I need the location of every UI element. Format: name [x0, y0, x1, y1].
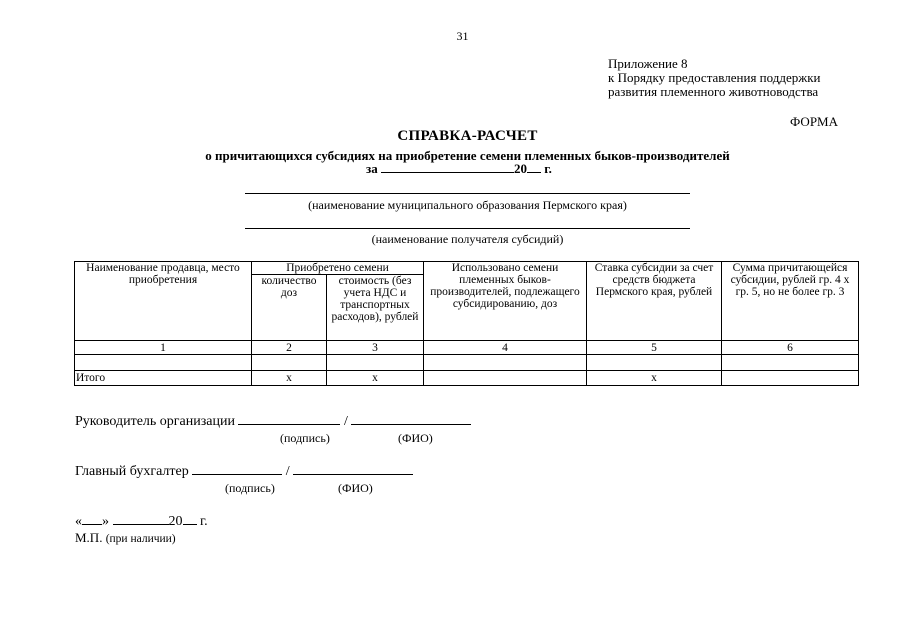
period-year-prefix: 20 — [513, 161, 527, 176]
head-name-line[interactable] — [351, 412, 471, 425]
stamp-note — [75, 530, 176, 546]
header-row — [75, 262, 859, 275]
period-suffix: г. — [544, 161, 552, 176]
accountant-name-caption: (ФИО) — [338, 481, 373, 495]
index-cell: 1 — [75, 341, 252, 355]
col2-header: количество доз — [252, 275, 327, 341]
municipality-line[interactable] — [245, 193, 690, 194]
table-cell[interactable] — [252, 355, 327, 371]
total-cell: х — [252, 371, 327, 386]
col6-header: Сумма причитающейся субсидии, рублей гр. 4 х гр. 5, но не более гр. 3 — [722, 262, 859, 341]
date-month-blank[interactable] — [113, 512, 169, 525]
form-label: ФОРМА — [790, 114, 838, 129]
head-label: Руководитель организации — [75, 414, 235, 429]
period-line — [366, 161, 552, 177]
accountant-sign-caption: (подпись) — [225, 481, 275, 495]
index-cell: 6 — [722, 341, 859, 355]
period-year-blank[interactable] — [527, 161, 541, 173]
col5-header: Ставка субсидии за счет средств бюджета Пермского края, рублей — [587, 262, 722, 341]
table-cell[interactable] — [587, 355, 722, 371]
accountant-signature-row — [75, 462, 413, 480]
total-cell[interactable] — [424, 371, 587, 386]
period-prefix: за — [366, 161, 378, 176]
head-sign-caption: (подпись) — [280, 431, 330, 445]
col3-header: стоимость (без учета НДС и транспортных расходов), рублей — [327, 275, 424, 341]
col1-header: Наименование продавца, место приобретения — [75, 262, 252, 341]
separator: / — [285, 464, 290, 479]
index-cell: 5 — [587, 341, 722, 355]
separator: / — [343, 414, 348, 429]
total-row — [75, 371, 859, 386]
table-cell[interactable] — [722, 355, 859, 371]
table-cell[interactable] — [424, 355, 587, 371]
date-row — [75, 512, 208, 530]
appendix-line: Приложение 8 — [608, 56, 688, 71]
index-row — [75, 341, 859, 355]
head-name-caption: (ФИО) — [398, 431, 433, 445]
date-day-blank[interactable] — [82, 512, 102, 525]
index-cell: 4 — [424, 341, 587, 355]
recipient-caption: (наименование получателя субсидий) — [371, 232, 564, 246]
date-year-blank[interactable] — [183, 512, 197, 525]
date-year-prefix: 20 — [168, 514, 183, 529]
accountant-signature-line[interactable] — [192, 462, 282, 475]
date-close-quote: » — [102, 514, 109, 529]
stamp-note-text: (при наличии) — [105, 533, 176, 545]
data-row — [75, 355, 859, 371]
table-cell[interactable] — [327, 355, 424, 371]
total-label: Итого — [75, 371, 252, 386]
page-number: 31 — [456, 29, 469, 43]
date-open-quote: « — [75, 514, 82, 529]
recipient-line[interactable] — [245, 228, 690, 229]
accountant-name-line[interactable] — [293, 462, 413, 475]
total-cell[interactable] — [722, 371, 859, 386]
total-cell: х — [327, 371, 424, 386]
index-cell: 2 — [252, 341, 327, 355]
period-blank[interactable] — [381, 161, 514, 173]
municipality-caption: (наименование муниципального образования Пермского края) — [308, 198, 627, 212]
accountant-label: Главный бухгалтер — [75, 464, 189, 479]
appendix-line: развития племенного животноводства — [608, 84, 819, 99]
appendix-line: к Порядку предоставления поддержки — [608, 70, 821, 85]
head-signature-row — [75, 412, 471, 430]
document-title: СПРАВКА-РАСЧЕТ — [397, 128, 538, 144]
stamp-label: М.П. — [75, 530, 103, 545]
index-cell: 3 — [327, 341, 424, 355]
date-suffix: г. — [200, 514, 208, 529]
head-signature-line[interactable] — [238, 412, 340, 425]
document-subtitle: о причитающихся субсидиях на приобретение семени племенных быков-производителей — [205, 148, 730, 163]
calculation-table — [74, 261, 859, 386]
group-header: Приобретено семени — [252, 262, 424, 275]
appendix-note — [608, 57, 821, 99]
table-cell[interactable] — [75, 355, 252, 371]
col4-header: Использовано семени племенных быков-производителей, подлежащего субсидированию, доз — [424, 262, 587, 341]
total-cell: х — [587, 371, 722, 386]
